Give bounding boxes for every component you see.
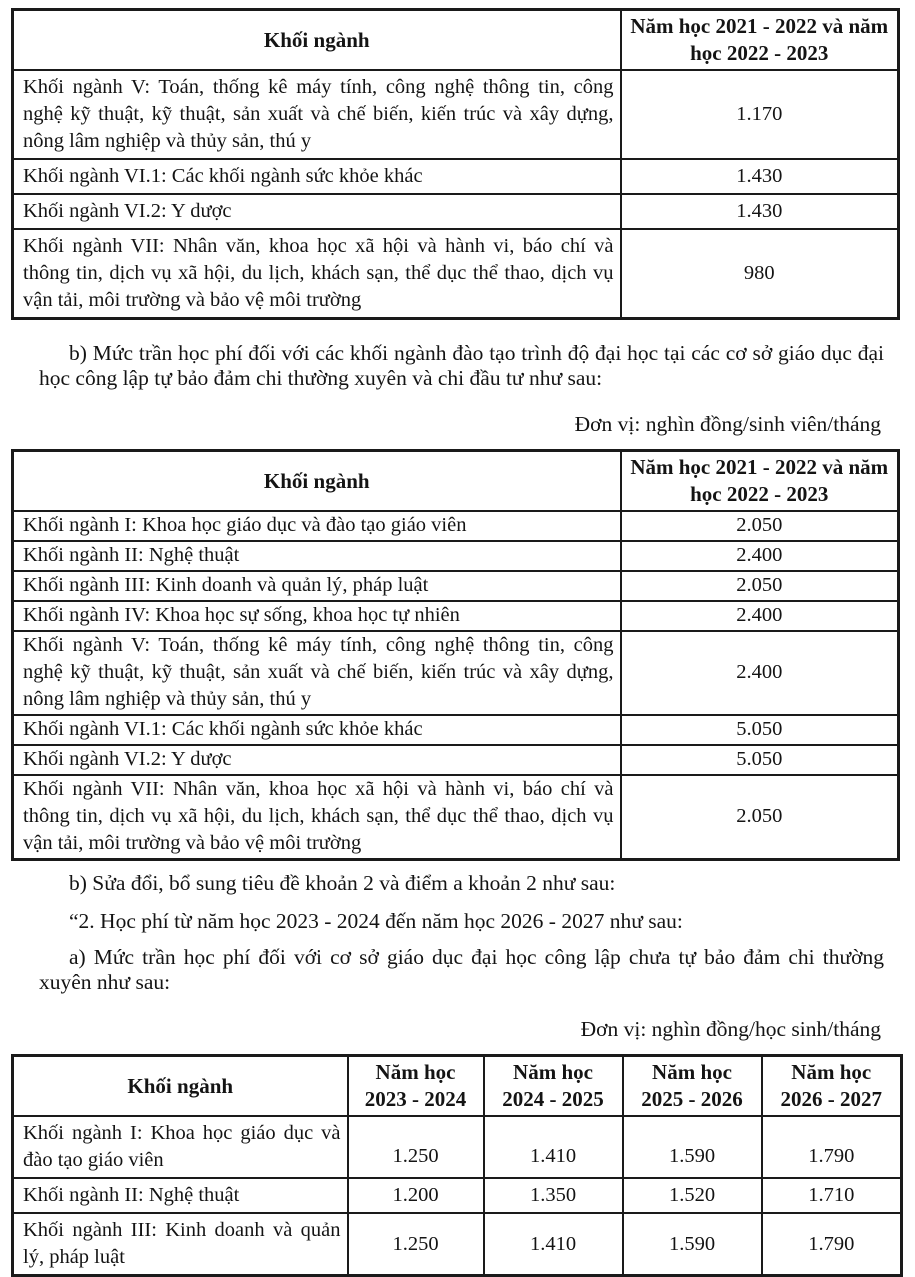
category-cell: Khối ngành V: Toán, thống kê máy tính, công nghệ thông tin, công nghệ kỹ thuật, kỹ thuật, sản xuất và chế biến, kiến trúc và xây dựng, nông lâm nghiệp và thủy sản, thú y (13, 70, 621, 159)
category-cell: Khối ngành VII: Nhân văn, khoa học xã hội và hành vi, báo chí và thông tin, dịch vụ xã hội, du lịch, khách sạn, thể dục thể thao, dịch vụ vận tải, môi trường và bảo vệ môi trường (13, 775, 621, 860)
table-row (13, 511, 899, 541)
category-cell: Khối ngành VII: Nhân văn, khoa học xã hội và hành vi, báo chí và thông tin, dịch vụ xã hội, du lịch, khách sạn, thể dục thể thao, dịch vụ vận tải, môi trường và bảo vệ môi trường (13, 229, 621, 319)
table-row (13, 1116, 902, 1178)
table-row (13, 715, 899, 745)
value-cell: 1.170 (621, 70, 899, 159)
unit-note-per-pupil-month: Đơn vị: nghìn đồng/học sinh/tháng (580, 1017, 881, 1041)
value-cell: 5.050 (621, 715, 899, 745)
value-cell: 1.250 (348, 1116, 484, 1178)
category-cell: Khối ngành VI.2: Y dược (13, 194, 621, 229)
value-cell: 5.050 (621, 745, 899, 775)
category-cell: Khối ngành VI.1: Các khối ngành sức khỏe khác (13, 715, 621, 745)
category-cell: Khối ngành IV: Khoa học sự sống, khoa học tự nhiên (13, 601, 621, 631)
column-header-school-year: Năm học 2021 - 2022 và năm học 2022 - 2023 (621, 451, 899, 512)
category-cell: Khối ngành III: Kinh doanh và quản lý, pháp luật (13, 1213, 348, 1276)
column-header-year-2026-2027: Năm học 2026 - 2027 (762, 1056, 902, 1117)
category-cell: Khối ngành V: Toán, thống kê máy tính, công nghệ thông tin, công nghệ kỹ thuật, kỹ thuật, sản xuất và chế biến, kiến trúc và xây dựng, nông lâm nghiệp và thủy sản, thú y (13, 631, 621, 715)
value-cell: 2.050 (621, 775, 899, 860)
table-header-row (13, 10, 899, 71)
category-cell: Khối ngành II: Nghệ thuật (13, 541, 621, 571)
column-header-school-year: Năm học 2021 - 2022 và năm học 2022 - 2023 (621, 10, 899, 71)
category-cell: Khối ngành I: Khoa học giáo dục và đào tạo giáo viên (13, 511, 621, 541)
category-cell: Khối ngành III: Kinh doanh và quản lý, pháp luật (13, 571, 621, 601)
column-header-year-2025-2026: Năm học 2025 - 2026 (623, 1056, 762, 1117)
value-cell: 1.350 (484, 1178, 623, 1213)
value-cell: 1.430 (621, 194, 899, 229)
table-row (13, 1178, 902, 1213)
table-row (13, 775, 899, 860)
table-row (13, 229, 899, 319)
value-cell: 1.520 (623, 1178, 762, 1213)
table-row (13, 541, 899, 571)
paragraph-point-a-cap: a) Mức trần học phí đối với cơ sở giáo dục đại học công lập chưa tự bảo đảm chi thường xuyên như sau: (39, 945, 884, 994)
value-cell: 1.710 (762, 1178, 902, 1213)
unit-note-per-student-month: Đơn vị: nghìn đồng/sinh viên/tháng (574, 412, 881, 436)
value-cell: 1.790 (762, 1116, 902, 1178)
column-header-field-group: Khối ngành (13, 10, 621, 71)
paragraph-point-b-amend: b) Sửa đổi, bổ sung tiêu đề khoản 2 và điểm a khoản 2 như sau: (69, 871, 616, 895)
value-cell: 2.050 (621, 511, 899, 541)
value-cell: 1.430 (621, 159, 899, 194)
value-cell: 1.200 (348, 1178, 484, 1213)
table-row (13, 745, 899, 775)
value-cell: 1.590 (623, 1213, 762, 1276)
value-cell: 1.790 (762, 1213, 902, 1276)
value-cell: 1.410 (484, 1116, 623, 1178)
table-row (13, 631, 899, 715)
value-cell: 2.050 (621, 571, 899, 601)
table-row (13, 1213, 902, 1276)
column-header-year-2023-2024: Năm học 2023 - 2024 (348, 1056, 484, 1117)
paragraph-clause-2-quote: “2. Học phí từ năm học 2023 - 2024 đến năm học 2026 - 2027 như sau: (69, 909, 683, 933)
value-cell: 2.400 (621, 601, 899, 631)
fee-table-2023-2027 (11, 1054, 903, 1277)
table-row (13, 194, 899, 229)
value-cell: 2.400 (621, 631, 899, 715)
category-cell: Khối ngành VI.2: Y dược (13, 745, 621, 775)
value-cell: 2.400 (621, 541, 899, 571)
column-header-year-2024-2025: Năm học 2024 - 2025 (484, 1056, 623, 1117)
category-cell: Khối ngành II: Nghệ thuật (13, 1178, 348, 1213)
paragraph-point-b-cap: b) Mức trần học phí đối với các khối ngành đào tạo trình độ đại học tại các cơ sở giáo dục đại học công lập tự bảo đảm chi thường xuyên và chi đầu tư như sau: (39, 341, 884, 390)
column-header-field-group: Khối ngành (13, 451, 621, 512)
table-row (13, 601, 899, 631)
value-cell: 980 (621, 229, 899, 319)
table-row (13, 70, 899, 159)
category-cell: Khối ngành I: Khoa học giáo dục và đào tạo giáo viên (13, 1116, 348, 1178)
category-cell: Khối ngành VI.1: Các khối ngành sức khỏe khác (13, 159, 621, 194)
table-header-row (13, 1056, 902, 1117)
fee-table-2021-2023-self-assured (11, 8, 900, 320)
value-cell: 1.410 (484, 1213, 623, 1276)
table-row (13, 159, 899, 194)
fee-table-2021-2023-full-self-assured (11, 449, 900, 861)
value-cell: 1.250 (348, 1213, 484, 1276)
table-row (13, 571, 899, 601)
value-cell: 1.590 (623, 1116, 762, 1178)
column-header-field-group: Khối ngành (13, 1056, 348, 1117)
table-header-row (13, 451, 899, 512)
